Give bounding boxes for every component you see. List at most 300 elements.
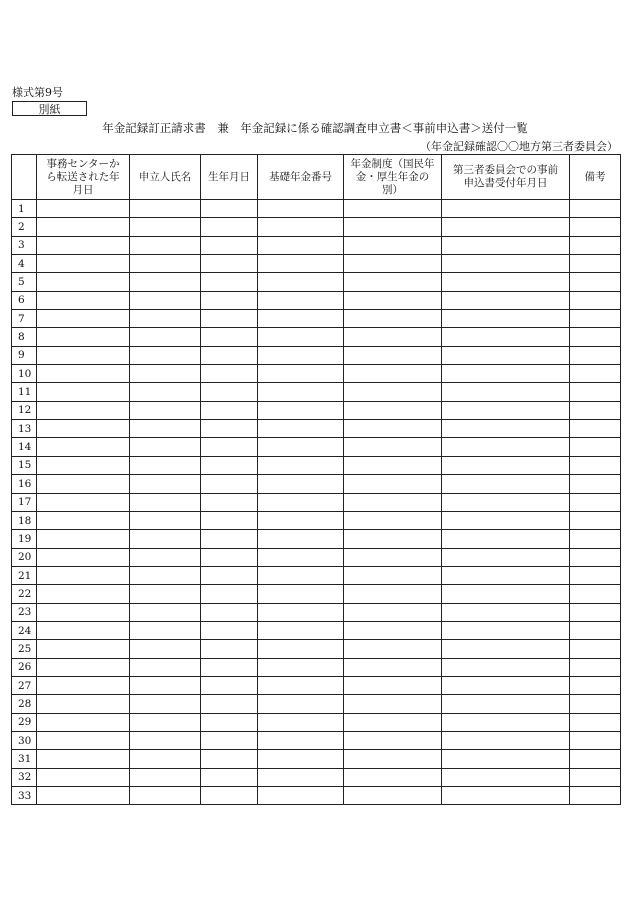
pension-number-cell[interactable] [258, 420, 344, 438]
row-number: 15 [12, 456, 37, 474]
applicant-name-cell[interactable] [130, 383, 201, 401]
table-row [12, 218, 621, 236]
remarks-cell[interactable] [570, 273, 621, 291]
pension-number-cell[interactable] [258, 640, 344, 658]
pension-system-cell[interactable] [344, 236, 442, 254]
table-row [12, 603, 621, 621]
pension-number-cell[interactable] [258, 475, 344, 493]
remarks-cell[interactable] [570, 346, 621, 364]
row-number: 5 [12, 273, 37, 291]
birth-date-cell[interactable] [201, 310, 258, 328]
pension-system-cell[interactable] [344, 640, 442, 658]
pension-number-cell[interactable] [258, 236, 344, 254]
birth-date-cell[interactable] [201, 530, 258, 548]
row-number: 8 [12, 328, 37, 346]
receipt-date-cell[interactable] [442, 456, 570, 474]
transfer-date-cell[interactable] [37, 713, 130, 731]
row-number: 19 [12, 530, 37, 548]
birth-date-cell[interactable] [201, 621, 258, 639]
row-number: 23 [12, 603, 37, 621]
pension-system-cell[interactable] [344, 456, 442, 474]
remarks-cell[interactable] [570, 603, 621, 621]
remarks-cell[interactable] [570, 768, 621, 786]
transfer-date-cell[interactable] [37, 383, 130, 401]
row-number: 29 [12, 713, 37, 731]
receipt-date-cell[interactable] [442, 750, 570, 768]
pension-system-cell[interactable] [344, 346, 442, 364]
pension-number-cell[interactable] [258, 676, 344, 694]
table-row [12, 291, 621, 309]
transfer-date-cell[interactable] [37, 310, 130, 328]
pension-number-cell[interactable] [258, 585, 344, 603]
row-number: 12 [12, 401, 37, 419]
table-row [12, 493, 621, 511]
table-row [12, 640, 621, 658]
header-row-number [12, 155, 37, 200]
applicant-name-cell[interactable] [130, 236, 201, 254]
receipt-date-cell[interactable] [442, 383, 570, 401]
pension-number-cell[interactable] [258, 310, 344, 328]
row-number: 4 [12, 255, 37, 273]
pension-system-cell[interactable] [344, 731, 442, 749]
remarks-cell[interactable] [570, 621, 621, 639]
birth-date-cell[interactable] [201, 676, 258, 694]
row-number: 16 [12, 475, 37, 493]
remarks-cell[interactable] [570, 328, 621, 346]
pension-system-cell[interactable] [344, 310, 442, 328]
birth-date-cell[interactable] [201, 585, 258, 603]
pension-number-cell[interactable] [258, 658, 344, 676]
table-row [12, 750, 621, 768]
remarks-cell[interactable] [570, 383, 621, 401]
applicant-name-cell[interactable] [130, 787, 201, 805]
remarks-cell[interactable] [570, 713, 621, 731]
pension-number-cell[interactable] [258, 768, 344, 786]
receipt-date-cell[interactable] [442, 566, 570, 584]
birth-date-cell[interactable] [201, 291, 258, 309]
row-number: 32 [12, 768, 37, 786]
receipt-date-cell[interactable] [442, 787, 570, 805]
pension-system-cell[interactable] [344, 713, 442, 731]
row-number: 24 [12, 621, 37, 639]
transfer-date-cell[interactable] [37, 676, 130, 694]
receipt-date-cell[interactable] [442, 255, 570, 273]
row-number: 11 [12, 383, 37, 401]
document-title: 年金記録訂正請求書 兼 年金記録に係る確認調査申立書＜事前申込書＞送付一覧 [102, 121, 528, 135]
pension-number-cell[interactable] [258, 548, 344, 566]
pension-number-cell[interactable] [258, 530, 344, 548]
receipt-date-cell[interactable] [442, 328, 570, 346]
applicant-name-cell[interactable] [130, 566, 201, 584]
row-number: 14 [12, 438, 37, 456]
pension-system-cell[interactable] [344, 658, 442, 676]
receipt-date-cell[interactable] [442, 621, 570, 639]
remarks-cell[interactable] [570, 456, 621, 474]
pension-system-cell[interactable] [344, 383, 442, 401]
table-row [12, 658, 621, 676]
remarks-cell[interactable] [570, 787, 621, 805]
remarks-cell[interactable] [570, 731, 621, 749]
transfer-date-cell[interactable] [37, 365, 130, 383]
receipt-date-cell[interactable] [442, 218, 570, 236]
pension-system-cell[interactable] [344, 273, 442, 291]
table-row [12, 475, 621, 493]
transfer-date-cell[interactable] [37, 658, 130, 676]
table-row [12, 511, 621, 529]
transfer-date-cell[interactable] [37, 566, 130, 584]
receipt-date-cell[interactable] [442, 420, 570, 438]
pension-system-cell[interactable] [344, 676, 442, 694]
transfer-date-cell[interactable] [37, 603, 130, 621]
pension-system-cell[interactable] [344, 420, 442, 438]
applicant-name-cell[interactable] [130, 640, 201, 658]
pension-system-cell[interactable] [344, 328, 442, 346]
table-row [12, 695, 621, 713]
receipt-date-cell[interactable] [442, 273, 570, 291]
transfer-date-cell[interactable] [37, 475, 130, 493]
transfer-date-cell[interactable] [37, 420, 130, 438]
birth-date-cell[interactable] [201, 475, 258, 493]
transfer-date-cell[interactable] [37, 585, 130, 603]
pension-number-cell[interactable] [258, 621, 344, 639]
pension-number-cell[interactable] [258, 603, 344, 621]
applicant-name-cell[interactable] [130, 475, 201, 493]
pension-number-cell[interactable] [258, 328, 344, 346]
birth-date-cell[interactable] [201, 658, 258, 676]
pension-system-cell[interactable] [344, 695, 442, 713]
receipt-date-cell[interactable] [442, 346, 570, 364]
header-remarks: 備考 [570, 155, 621, 200]
transfer-date-cell[interactable] [37, 640, 130, 658]
table-row [12, 676, 621, 694]
table-row [12, 328, 621, 346]
receipt-date-cell[interactable] [442, 640, 570, 658]
pension-system-cell[interactable] [344, 291, 442, 309]
birth-date-cell[interactable] [201, 731, 258, 749]
row-number: 7 [12, 310, 37, 328]
applicant-name-cell[interactable] [130, 438, 201, 456]
table-row [12, 236, 621, 254]
table-row [12, 365, 621, 383]
applicant-name-cell[interactable] [130, 530, 201, 548]
pension-number-cell[interactable] [258, 493, 344, 511]
applicant-name-cell[interactable] [130, 310, 201, 328]
birth-date-cell[interactable] [201, 456, 258, 474]
transfer-date-cell[interactable] [37, 548, 130, 566]
pension-system-cell[interactable] [344, 787, 442, 805]
applicant-name-cell[interactable] [130, 750, 201, 768]
pension-system-cell[interactable] [344, 438, 442, 456]
table-row [12, 383, 621, 401]
receipt-date-cell[interactable] [442, 658, 570, 676]
transfer-date-cell[interactable] [37, 456, 130, 474]
remarks-cell[interactable] [570, 310, 621, 328]
applicant-name-cell[interactable] [130, 768, 201, 786]
pension-system-cell[interactable] [344, 768, 442, 786]
applicant-name-cell[interactable] [130, 456, 201, 474]
birth-date-cell[interactable] [201, 640, 258, 658]
applicant-name-cell[interactable] [130, 585, 201, 603]
transfer-date-cell[interactable] [37, 493, 130, 511]
transfer-date-cell[interactable] [37, 750, 130, 768]
pension-number-cell[interactable] [258, 291, 344, 309]
remarks-cell[interactable] [570, 658, 621, 676]
pension-number-cell[interactable] [258, 787, 344, 805]
remarks-cell[interactable] [570, 530, 621, 548]
table-row [12, 420, 621, 438]
table-row [12, 273, 621, 291]
applicant-name-cell[interactable] [130, 328, 201, 346]
applicant-name-cell[interactable] [130, 493, 201, 511]
row-number: 27 [12, 676, 37, 694]
applicant-name-cell[interactable] [130, 695, 201, 713]
pension-number-cell[interactable] [258, 200, 344, 218]
attachment-label: 別紙 [12, 101, 87, 116]
remarks-cell[interactable] [570, 365, 621, 383]
row-number: 33 [12, 787, 37, 805]
remarks-cell[interactable] [570, 236, 621, 254]
table-row [12, 566, 621, 584]
applicant-name-cell[interactable] [130, 603, 201, 621]
pension-number-cell[interactable] [258, 438, 344, 456]
remarks-cell[interactable] [570, 585, 621, 603]
remarks-cell[interactable] [570, 218, 621, 236]
transfer-date-cell[interactable] [37, 695, 130, 713]
pension-system-cell[interactable] [344, 255, 442, 273]
applicant-name-cell[interactable] [130, 218, 201, 236]
birth-date-cell[interactable] [201, 328, 258, 346]
remarks-cell[interactable] [570, 511, 621, 529]
receipt-date-cell[interactable] [442, 310, 570, 328]
birth-date-cell[interactable] [201, 768, 258, 786]
row-number: 13 [12, 420, 37, 438]
remarks-cell[interactable] [570, 695, 621, 713]
birth-date-cell[interactable] [201, 603, 258, 621]
pension-number-cell[interactable] [258, 401, 344, 419]
receipt-date-cell[interactable] [442, 401, 570, 419]
applicant-name-cell[interactable] [130, 401, 201, 419]
transfer-date-cell[interactable] [37, 255, 130, 273]
pension-system-cell[interactable] [344, 548, 442, 566]
pension-number-cell[interactable] [258, 365, 344, 383]
row-number: 20 [12, 548, 37, 566]
transfer-date-cell[interactable] [37, 438, 130, 456]
table-row [12, 346, 621, 364]
receipt-date-cell[interactable] [442, 475, 570, 493]
birth-date-cell[interactable] [201, 493, 258, 511]
pension-system-cell[interactable] [344, 365, 442, 383]
remarks-cell[interactable] [570, 640, 621, 658]
pension-number-cell[interactable] [258, 511, 344, 529]
transfer-date-cell[interactable] [37, 530, 130, 548]
receipt-date-cell[interactable] [442, 438, 570, 456]
header-pension-number: 基礎年金番号 [258, 155, 344, 200]
pension-system-cell[interactable] [344, 566, 442, 584]
receipt-date-cell[interactable] [442, 731, 570, 749]
table-row [12, 310, 621, 328]
row-number: 25 [12, 640, 37, 658]
pension-system-cell[interactable] [344, 493, 442, 511]
applicant-name-cell[interactable] [130, 621, 201, 639]
transfer-date-cell[interactable] [37, 291, 130, 309]
row-number: 26 [12, 658, 37, 676]
transfer-date-cell[interactable] [37, 328, 130, 346]
pension-number-cell[interactable] [258, 218, 344, 236]
receipt-date-cell[interactable] [442, 676, 570, 694]
row-number: 30 [12, 731, 37, 749]
receipt-date-cell[interactable] [442, 200, 570, 218]
remarks-cell[interactable] [570, 493, 621, 511]
pension-system-cell[interactable] [344, 511, 442, 529]
remarks-cell[interactable] [570, 676, 621, 694]
pension-system-cell[interactable] [344, 401, 442, 419]
table-header-row [12, 155, 621, 200]
row-number: 28 [12, 695, 37, 713]
row-number: 31 [12, 750, 37, 768]
table-row [12, 585, 621, 603]
applicant-name-cell[interactable] [130, 200, 201, 218]
header-transfer-date: 事務センターから転送された年月日 [37, 155, 130, 200]
issuer-label: （年金記録確認〇〇地方第三者委員会） [420, 140, 618, 153]
pension-system-cell[interactable] [344, 530, 442, 548]
applicant-name-cell[interactable] [130, 346, 201, 364]
table-row [12, 731, 621, 749]
row-number: 17 [12, 493, 37, 511]
pension-number-cell[interactable] [258, 383, 344, 401]
pension-system-cell[interactable] [344, 200, 442, 218]
applicant-name-cell[interactable] [130, 255, 201, 273]
pension-number-cell[interactable] [258, 695, 344, 713]
pension-system-cell[interactable] [344, 750, 442, 768]
transfer-date-cell[interactable] [37, 346, 130, 364]
remarks-cell[interactable] [570, 566, 621, 584]
applicant-name-cell[interactable] [130, 713, 201, 731]
pension-number-cell[interactable] [258, 273, 344, 291]
pension-number-cell[interactable] [258, 456, 344, 474]
remarks-cell[interactable] [570, 401, 621, 419]
receipt-date-cell[interactable] [442, 695, 570, 713]
row-number: 22 [12, 585, 37, 603]
transfer-date-cell[interactable] [37, 401, 130, 419]
birth-date-cell[interactable] [201, 713, 258, 731]
birth-date-cell[interactable] [201, 787, 258, 805]
pension-system-cell[interactable] [344, 621, 442, 639]
birth-date-cell[interactable] [201, 750, 258, 768]
remarks-cell[interactable] [570, 420, 621, 438]
remarks-cell[interactable] [570, 255, 621, 273]
birth-date-cell[interactable] [201, 401, 258, 419]
transfer-date-cell[interactable] [37, 200, 130, 218]
birth-date-cell[interactable] [201, 236, 258, 254]
table-row [12, 401, 621, 419]
applicant-name-cell[interactable] [130, 676, 201, 694]
remarks-cell[interactable] [570, 750, 621, 768]
remarks-cell[interactable] [570, 548, 621, 566]
receipt-date-cell[interactable] [442, 365, 570, 383]
birth-date-cell[interactable] [201, 420, 258, 438]
row-number: 18 [12, 511, 37, 529]
birth-date-cell[interactable] [201, 566, 258, 584]
applicant-name-cell[interactable] [130, 365, 201, 383]
applicant-name-cell[interactable] [130, 548, 201, 566]
transfer-date-cell[interactable] [37, 511, 130, 529]
receipt-date-cell[interactable] [442, 548, 570, 566]
birth-date-cell[interactable] [201, 548, 258, 566]
birth-date-cell[interactable] [201, 255, 258, 273]
row-number: 2 [12, 218, 37, 236]
table-row [12, 255, 621, 273]
birth-date-cell[interactable] [201, 346, 258, 364]
remarks-cell[interactable] [570, 291, 621, 309]
transmission-list-table [11, 154, 621, 805]
pension-number-cell[interactable] [258, 346, 344, 364]
transfer-date-cell[interactable] [37, 768, 130, 786]
header-receipt-date: 第三者委員会での事前申込書受付年月日 [442, 155, 570, 200]
transfer-date-cell[interactable] [37, 731, 130, 749]
birth-date-cell[interactable] [201, 511, 258, 529]
applicant-name-cell[interactable] [130, 731, 201, 749]
receipt-date-cell[interactable] [442, 530, 570, 548]
pension-number-cell[interactable] [258, 255, 344, 273]
birth-date-cell[interactable] [201, 218, 258, 236]
pension-system-cell[interactable] [344, 585, 442, 603]
birth-date-cell[interactable] [201, 695, 258, 713]
birth-date-cell[interactable] [201, 438, 258, 456]
table-row [12, 456, 621, 474]
receipt-date-cell[interactable] [442, 713, 570, 731]
pension-number-cell[interactable] [258, 731, 344, 749]
receipt-date-cell[interactable] [442, 291, 570, 309]
receipt-date-cell[interactable] [442, 585, 570, 603]
remarks-cell[interactable] [570, 200, 621, 218]
row-number: 1 [12, 200, 37, 218]
birth-date-cell[interactable] [201, 365, 258, 383]
pension-number-cell[interactable] [258, 750, 344, 768]
applicant-name-cell[interactable] [130, 511, 201, 529]
transfer-date-cell[interactable] [37, 236, 130, 254]
applicant-name-cell[interactable] [130, 658, 201, 676]
pension-number-cell[interactable] [258, 566, 344, 584]
header-pension-system: 年金制度（国民年金・厚生年金の別） [344, 155, 442, 200]
transfer-date-cell[interactable] [37, 273, 130, 291]
receipt-date-cell[interactable] [442, 493, 570, 511]
receipt-date-cell[interactable] [442, 511, 570, 529]
birth-date-cell[interactable] [201, 383, 258, 401]
table-row [12, 621, 621, 639]
applicant-name-cell[interactable] [130, 273, 201, 291]
receipt-date-cell[interactable] [442, 603, 570, 621]
remarks-cell[interactable] [570, 438, 621, 456]
receipt-date-cell[interactable] [442, 768, 570, 786]
row-number: 3 [12, 236, 37, 254]
pension-system-cell[interactable] [344, 218, 442, 236]
table-row [12, 438, 621, 456]
birth-date-cell[interactable] [201, 200, 258, 218]
remarks-cell[interactable] [570, 475, 621, 493]
transfer-date-cell[interactable] [37, 621, 130, 639]
transfer-date-cell[interactable] [37, 787, 130, 805]
table-row [12, 713, 621, 731]
transfer-date-cell[interactable] [37, 218, 130, 236]
receipt-date-cell[interactable] [442, 236, 570, 254]
birth-date-cell[interactable] [201, 273, 258, 291]
applicant-name-cell[interactable] [130, 420, 201, 438]
applicant-name-cell[interactable] [130, 291, 201, 309]
header-birth-date: 生年月日 [201, 155, 258, 200]
pension-system-cell[interactable] [344, 475, 442, 493]
pension-number-cell[interactable] [258, 713, 344, 731]
pension-system-cell[interactable] [344, 603, 442, 621]
